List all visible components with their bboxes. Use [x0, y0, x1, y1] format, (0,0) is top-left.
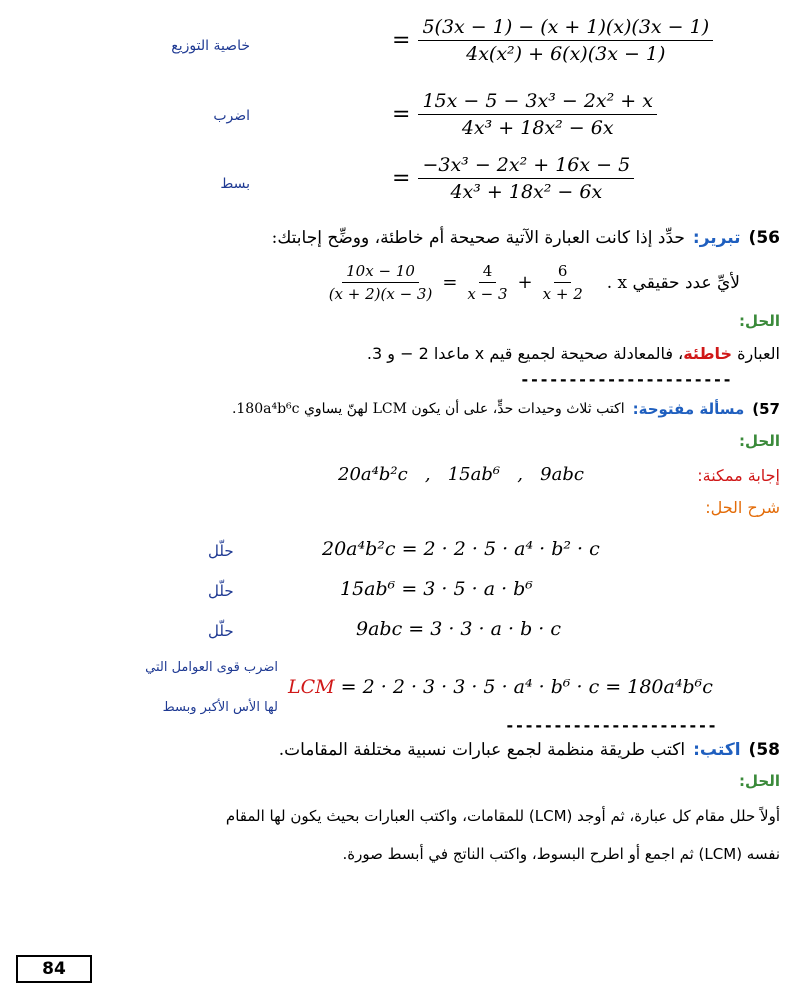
q57-header [20, 400, 780, 418]
factor-label-1: حلّل [208, 542, 234, 560]
q57-solution-label: الحل: [739, 432, 780, 450]
factor-eq-1: 20a⁴b²c = 2 · 2 · 5 · a⁴ · b² · c [322, 538, 600, 560]
lcm-word: LCM [288, 676, 335, 698]
q56-f3-numerator: 10x − 10 [342, 262, 419, 283]
q57-explain-label: شرح الحل: [705, 498, 780, 517]
q56-answer [20, 344, 780, 363]
q57-possible-label: إجابة ممكنة: [697, 466, 780, 485]
q58-answer-line-2: نفسه (LCM) ثم اجمع أو اطرح البسوط، واكتب الناتج في أبسط صورة. [342, 845, 780, 863]
step-2-label: اضرب [213, 108, 250, 124]
divider-1: ---------------------- [520, 370, 732, 389]
equals-sign: = [392, 102, 411, 127]
q56-tag: تبرير: [692, 228, 741, 248]
q58-number: 58) [748, 740, 780, 760]
q56-answer-pre: العبارة [732, 344, 780, 363]
q56-answer-post: ، فالمعادلة صحيحة لجميع قيم x ماعدا 2 − و 3. [366, 344, 684, 363]
step-2-numerator: 15x − 5 − 3x³ − 2x² + x [418, 90, 657, 115]
q58-tag: اكتب: [693, 740, 741, 760]
step-3-numerator: −3x³ − 2x² + 16x − 5 [418, 154, 634, 179]
q56-fraction-1 [539, 262, 587, 303]
step-1-denominator: 4x(x²) + 6(x)(3x − 1) [466, 43, 666, 65]
step-2-denominator: 4x³ + 18x² − 6x [461, 117, 614, 139]
factor-label-2: حلّل [208, 582, 234, 600]
q56-f1-numerator: 6 [554, 262, 572, 283]
q56-text: حدِّد إذا كانت العبارة الآتية صحيحة أم خاطئة، ووضِّح إجابتك: [271, 228, 685, 248]
divider-2: ---------------------- [505, 716, 717, 735]
step-3-fraction [418, 154, 634, 203]
q56-number: 56) [748, 228, 780, 248]
page-number: 84 [16, 955, 92, 983]
q56-answer-word: خاطئة [683, 344, 733, 363]
step-3-label: بسط [220, 176, 250, 192]
factor-eq-3: 9abc = 3 · 3 · a · b · c [356, 618, 562, 640]
plus-sign: + [517, 272, 533, 293]
q57-text: اكتب ثلاث وحيدات حدٍّ، على أن يكون LCM لهنّ يساوي 180a⁴b⁶c. [231, 401, 625, 417]
step-1-numerator: 5(3x − 1) − (x + 1)(x)(3x − 1) [418, 16, 713, 41]
equals-sign: = [392, 28, 411, 53]
equals-sign: = [392, 166, 411, 191]
step-3-equation [392, 154, 634, 203]
step-1-label: خاصية التوزيع [171, 38, 250, 54]
q56-f2-numerator: 4 [479, 262, 497, 283]
step-1-equation [392, 16, 713, 65]
lcm-label-line-1: اضرب قوى العوامل التي [145, 660, 278, 675]
q56-header [20, 228, 780, 248]
q57-tag: مسألة مفتوحة: [632, 400, 745, 418]
step-2-equation [392, 90, 657, 139]
factor-label-3: حلّل [208, 622, 234, 640]
q58-text: اكتب طريقة منظمة لجمع عبارات نسبية مختلفة المقامات. [278, 740, 686, 760]
q56-tail: لأيِّ عدد حقيقي x . [606, 272, 740, 293]
equals-sign: = [442, 272, 458, 293]
q57-possible-answer: 20a⁴b²c , 15ab⁶ , 9abc [338, 464, 584, 485]
step-3-denominator: 4x³ + 18x² − 6x [450, 181, 603, 203]
q56-f2-denominator: x − 3 [467, 285, 508, 303]
q56-fraction-2 [463, 262, 511, 303]
q56-f3-denominator: (x + 2)(x − 3) [328, 285, 433, 303]
q56-solution-label: الحل: [739, 312, 780, 330]
lcm-equation [288, 676, 713, 698]
lcm-label-line-2: لها الأس الأكبر وبسط [162, 700, 278, 715]
q57-number: 57) [752, 400, 780, 418]
factor-eq-2: 15ab⁶ = 3 · 5 · a · b⁶ [340, 578, 533, 600]
q56-f1-denominator: x + 2 [542, 285, 583, 303]
q58-answer-line-1: أولاً حلل مقام كل عبارة، ثم أوجد (LCM) للمقامات، واكتب العبارات بحيث يكون لها المقام [225, 807, 780, 825]
step-1-fraction [418, 16, 713, 65]
q58-solution-label: الحل: [739, 772, 780, 790]
q58-header [20, 740, 780, 760]
q56-equation [325, 262, 740, 303]
lcm-rest: = 2 · 2 · 3 · 3 · 5 · a⁴ · b⁶ · c = 180a⁴b⁶c [334, 676, 713, 698]
q56-fraction-3 [325, 262, 437, 303]
step-2-fraction [418, 90, 657, 139]
